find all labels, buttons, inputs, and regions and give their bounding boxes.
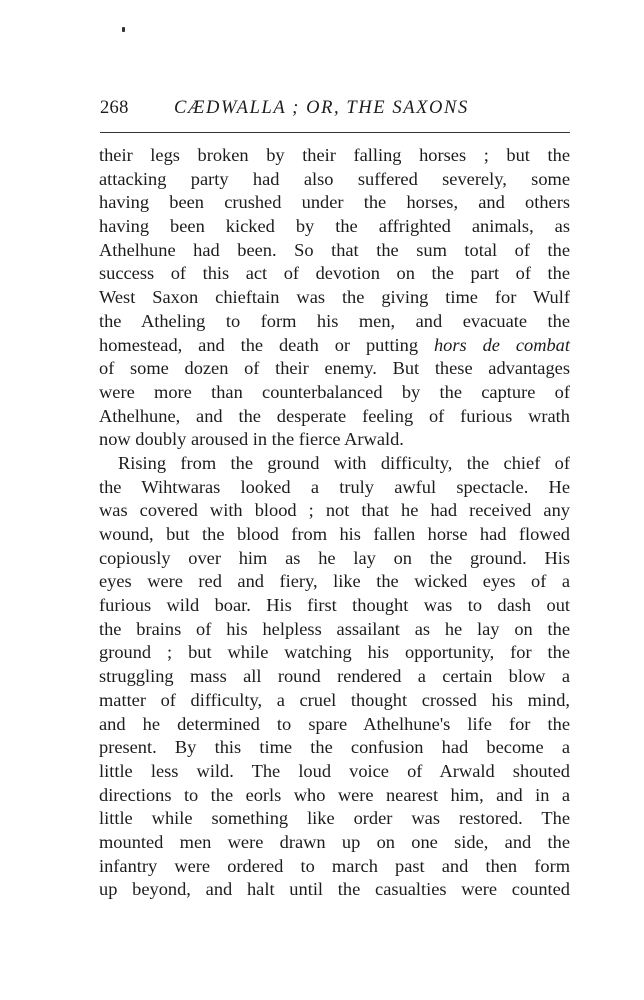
- text-line: and he determined to spare Athelhune's life for the: [99, 713, 570, 734]
- text-line: Athelhune, and the desperate feeling of furious wrath: [99, 405, 570, 426]
- text-line: Rising from the ground with difficulty, the chief of: [118, 452, 570, 473]
- text-line: now doubly aroused in the fierce Arwald.: [99, 429, 404, 450]
- text-line: the Atheling to form his men, and evacuate the: [99, 310, 570, 331]
- text-line: of some dozen of their enemy. But these advantages: [99, 358, 570, 379]
- text-line: Athelhune had been. So that the sum total of the: [99, 239, 570, 260]
- text-line: infantry were ordered to march past and then form: [99, 855, 570, 876]
- text-line: matter of difficulty, a cruel thought crossed his mind,: [99, 689, 570, 710]
- text-line: their legs broken by their falling horses ; but the: [99, 145, 570, 165]
- text-line: copiously over him as he lay on the ground. His: [99, 547, 570, 568]
- body-text: [99, 144, 570, 902]
- text-line: mounted men were drawn up on one side, and the: [99, 831, 570, 852]
- page-number: 268: [100, 98, 129, 118]
- text-line: wound, but the blood from his fallen horse had flowed: [99, 524, 570, 544]
- header-rule: [100, 132, 570, 133]
- text-segment: homestead, and the death or putting: [99, 334, 434, 355]
- text-line: present. By this time the confusion had become a: [99, 737, 570, 758]
- text-line: having been crushed under the horses, and others: [99, 192, 570, 213]
- ink-speck: [122, 27, 125, 32]
- text-line: struggling mass all round rendered a certain blow a: [99, 666, 570, 687]
- text-line: having been kicked by the affrighted animals, as: [99, 216, 570, 237]
- text-line: were more than counterbalanced by the capture of: [99, 381, 570, 402]
- text-line: attacking party had also suffered severely, some: [99, 168, 570, 189]
- running-title: CÆDWALLA ; OR, THE SAXONS: [174, 98, 469, 118]
- italic-phrase: hors de combat: [433, 334, 570, 355]
- page-header: [100, 98, 570, 126]
- text-line: up beyond, and halt until the casualties were counted: [99, 879, 570, 900]
- text-line: success of this act of devotion on the part of the: [99, 263, 570, 284]
- text-line: little while something like order was restored. The: [99, 808, 570, 829]
- text-line: West Saxon chieftain was the giving time for Wulf: [99, 287, 570, 308]
- text-line: directions to the eorls who were nearest him, and in a: [99, 784, 570, 805]
- text-line: the brains of his helpless assailant as he lay on the: [99, 618, 570, 639]
- text-line: ground ; but while watching his opportunity, for the: [99, 642, 570, 663]
- text-line-with-italic: [99, 334, 570, 358]
- text-line: eyes were red and fiery, like the wicked eyes of a: [99, 571, 570, 592]
- text-line: furious wild boar. His first thought was to dash out: [99, 595, 570, 616]
- text-line: was covered with blood ; not that he had received any: [99, 500, 570, 521]
- text-line: the Wihtwaras looked a truly awful spectacle. He: [99, 476, 570, 497]
- text-line: little less wild. The loud voice of Arwald shouted: [99, 760, 570, 781]
